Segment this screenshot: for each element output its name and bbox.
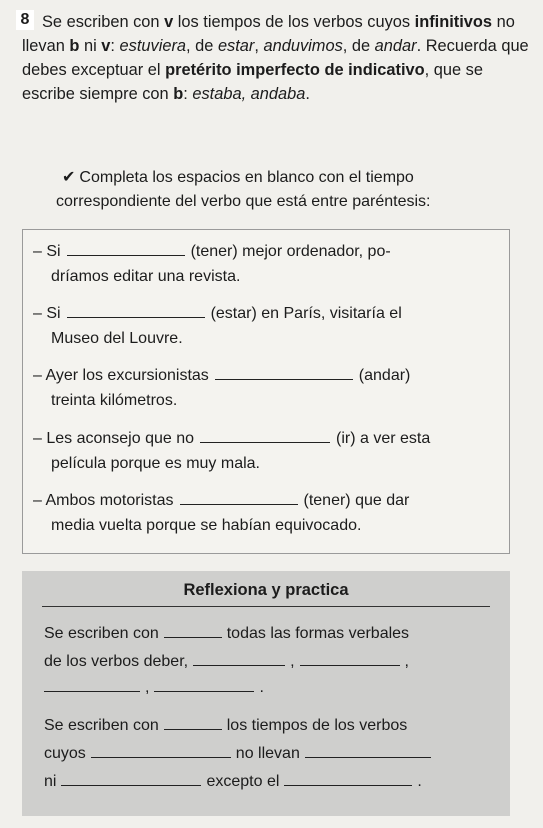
- answer-blank[interactable]: [91, 746, 231, 758]
- item-hint: (andar): [358, 367, 411, 384]
- answer-blank[interactable]: [300, 654, 400, 666]
- exercise-item: [33, 239, 503, 289]
- reflect-line: [44, 743, 494, 765]
- answer-blank[interactable]: [67, 305, 205, 318]
- intro-text: .: [305, 85, 310, 103]
- intro-text: ni: [79, 37, 102, 55]
- item-text: – Ayer los excursionistas: [33, 367, 209, 384]
- intro-paragraph: [22, 10, 530, 106]
- answer-blank[interactable]: [67, 243, 185, 256]
- intro-bold-b: b: [69, 37, 80, 55]
- reflect-punct: .: [417, 773, 422, 790]
- intro-text: los tiempos de los verbos cuyos: [173, 13, 415, 31]
- exercise-box: [22, 229, 510, 554]
- intro-text: ,: [254, 37, 264, 55]
- item-text: – Ambos motoristas: [33, 492, 174, 509]
- task-text: Completa los espacios en blanco con el tiempo correspondiente del verbo que está entre paréntesis:: [56, 169, 431, 210]
- reflect-text: ni: [44, 773, 57, 790]
- item-text: – Si: [33, 305, 61, 322]
- intro-text: . Recuerda que debes exceptuar el: [22, 37, 529, 79]
- answer-blank[interactable]: [215, 367, 353, 380]
- answer-blank[interactable]: [44, 680, 140, 692]
- intro-italic: estuviera: [119, 37, 187, 55]
- reflect-line: [44, 623, 494, 645]
- item-continuation: Museo del Louvre.: [51, 330, 183, 347]
- intro-bold-v: v: [164, 13, 174, 31]
- answer-blank[interactable]: [164, 626, 222, 638]
- reflect-punct: ,: [290, 653, 295, 670]
- intro-bold-preterito: pretérito imperfecto de indicativo: [165, 61, 425, 79]
- intro-text: :: [110, 37, 120, 55]
- intro-bold-b: b: [173, 85, 184, 103]
- intro-italic: anduvimos: [263, 37, 343, 55]
- reflect-line: [44, 715, 494, 737]
- item-hint: (estar) en París, visitaría el: [210, 305, 402, 322]
- intro-bold-v: v: [101, 37, 111, 55]
- reflect-text: Se escriben con: [44, 625, 159, 642]
- intro-text: , de: [342, 37, 375, 55]
- reflect-text: no llevan: [235, 745, 300, 762]
- item-continuation: treinta kilómetros.: [51, 392, 178, 409]
- reflect-punct: ,: [145, 679, 150, 696]
- item-text: – Les aconsejo que no: [33, 430, 195, 447]
- intro-text: :: [183, 85, 193, 103]
- reflect-text: excepto el: [206, 773, 280, 790]
- exercise-item: [33, 363, 503, 413]
- item-hint: (ir) a ver esta: [336, 430, 431, 447]
- reflect-line: [44, 677, 494, 699]
- item-text: – Si: [33, 243, 61, 260]
- exercise-item: [33, 426, 503, 476]
- checkmark-icon: ✔: [62, 169, 76, 186]
- item-continuation: media vuelta porque se habían equivocado.: [51, 517, 362, 534]
- reflect-text: todas las formas verbales: [226, 625, 410, 642]
- item-hint: (tener) mejor ordenador, po-: [190, 243, 391, 260]
- reflect-punct: .: [259, 679, 264, 696]
- answer-blank[interactable]: [284, 774, 412, 786]
- exercise-item: [33, 301, 503, 351]
- reflect-line: [44, 651, 494, 673]
- answer-blank[interactable]: [305, 746, 431, 758]
- intro-text: Se escriben con: [42, 13, 165, 31]
- reflect-panel: [22, 571, 510, 816]
- answer-blank[interactable]: [180, 492, 298, 505]
- exercise-item: [33, 488, 503, 538]
- answer-blank[interactable]: [61, 774, 201, 786]
- intro-italic: andar: [374, 37, 417, 55]
- item-continuation: dríamos editar una revista.: [51, 268, 241, 285]
- answer-blank[interactable]: [164, 718, 222, 730]
- intro-text: no llevan: [22, 13, 515, 55]
- task-instruction: [56, 166, 526, 214]
- item-continuation: película porque es muy mala.: [51, 455, 260, 472]
- reflect-text: de los verbos deber,: [44, 653, 189, 670]
- title-underline: [42, 606, 490, 607]
- reflect-punct: ,: [404, 653, 409, 670]
- reflect-text: Se escriben con: [44, 717, 159, 734]
- intro-bold-infinitivos: infinitivos: [414, 13, 493, 31]
- answer-blank[interactable]: [193, 654, 285, 666]
- answer-blank[interactable]: [200, 430, 330, 443]
- reflect-text: los tiempos de los verbos: [226, 717, 408, 734]
- reflect-line: [44, 771, 494, 793]
- answer-blank[interactable]: [154, 680, 254, 692]
- item-hint: (tener) que dar: [303, 492, 410, 509]
- intro-text: , que se escribe siempre con: [22, 61, 483, 103]
- reflect-title: Reflexiona y practica: [183, 581, 349, 599]
- intro-text: , de: [186, 37, 218, 55]
- reflect-text: cuyos: [44, 745, 86, 762]
- intro-italic: estaba, andaba: [192, 85, 306, 103]
- exercise-number: 8: [16, 10, 34, 30]
- intro-italic: estar: [217, 37, 255, 55]
